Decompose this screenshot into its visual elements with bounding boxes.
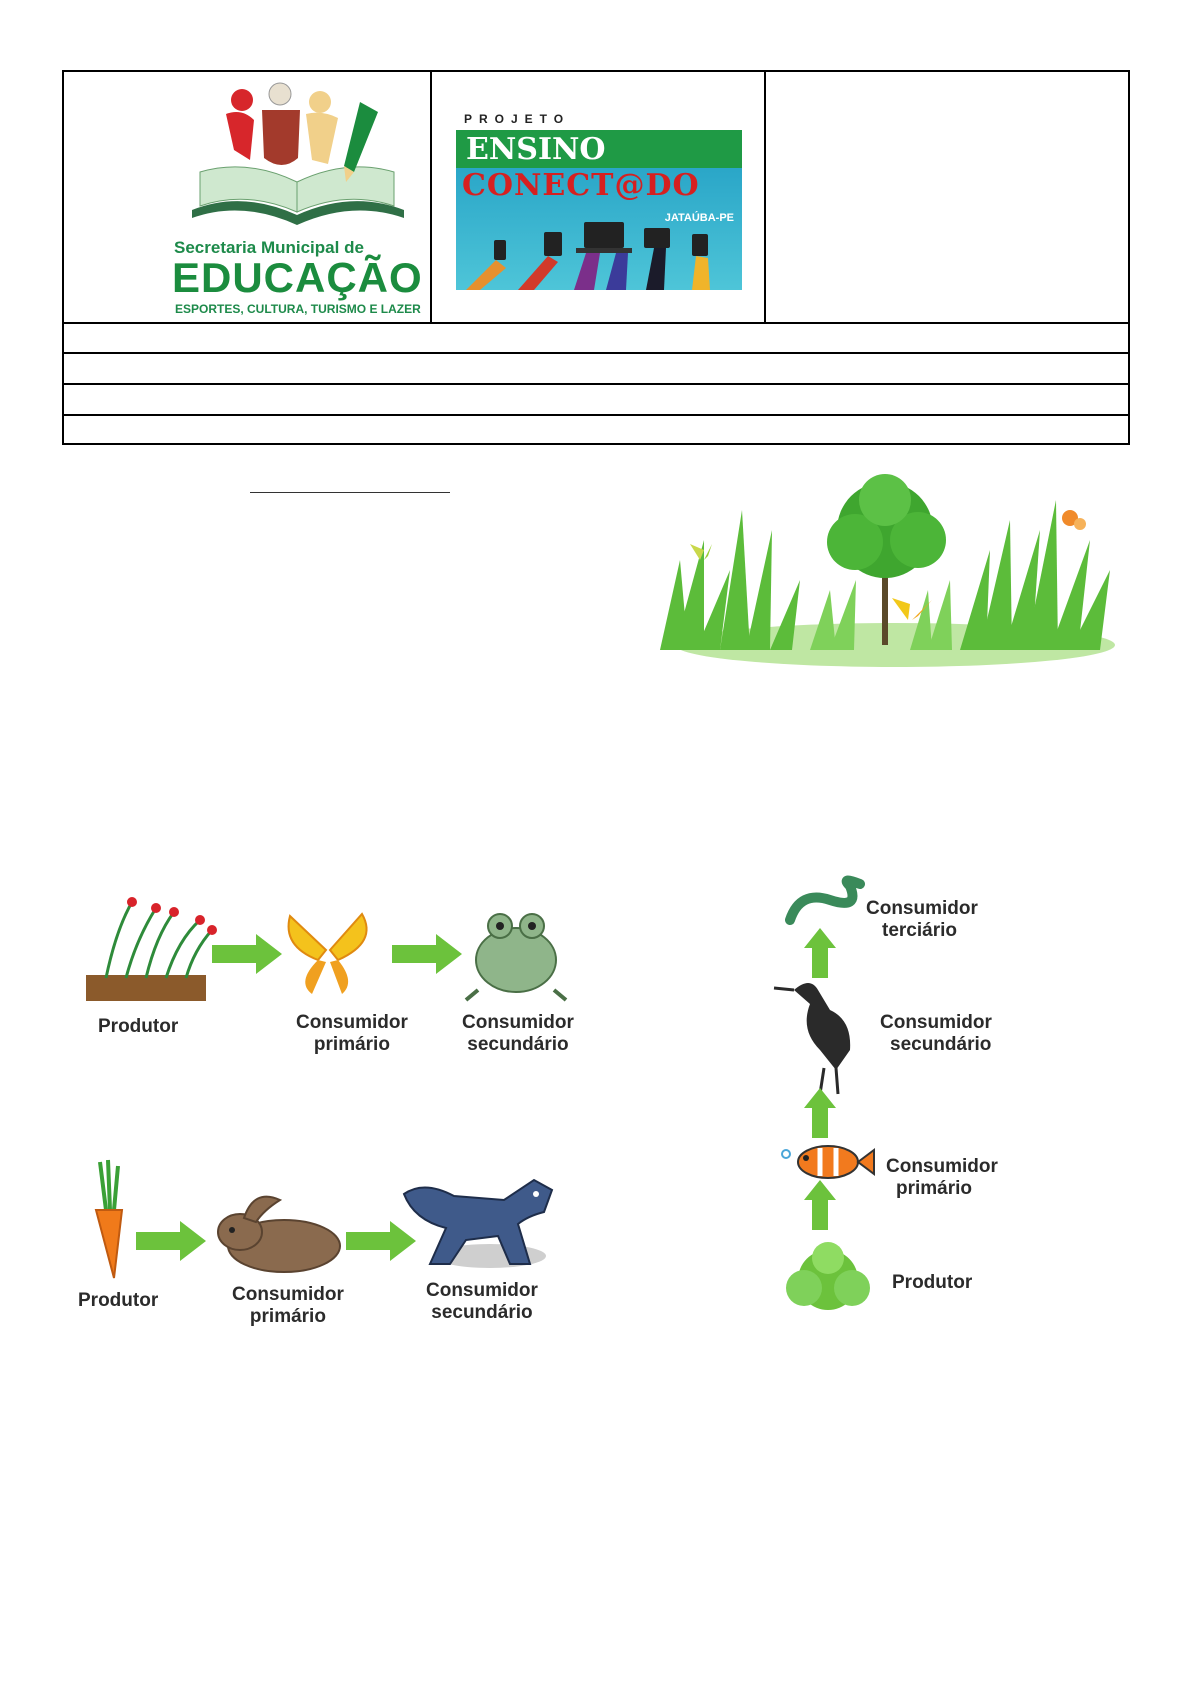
chain3-label-consumidor-primario: Consumidor primário: [886, 1156, 998, 1199]
logo-line-esportes: ESPORTES, CULTURA, TURISMO E LAZER: [175, 302, 421, 316]
wolf-icon: [404, 1180, 552, 1268]
food-chain-2-illustration: [74, 1160, 584, 1280]
logo-city: JATAÚBA-PE: [664, 212, 734, 224]
logo-word-conectado: CONECT@DO: [462, 168, 700, 203]
blank-answer-line: [250, 492, 450, 493]
arrow-up-3: [804, 1180, 836, 1230]
chain2-label-consumidor-primario: Consumidor primário: [232, 1284, 344, 1327]
heron-icon: [774, 983, 850, 1094]
devices-illustration: [456, 112, 742, 290]
chain2-label-consumidor-secundario: Consumidor secundário: [426, 1280, 538, 1323]
logo-word-ensino: ENSINO: [466, 132, 606, 167]
chain3-label-produtor: Produtor: [892, 1272, 973, 1293]
chain1-label-produtor: Produtor: [98, 1016, 179, 1037]
header-table: [62, 70, 1130, 445]
chain2-label-produtor: Produtor: [78, 1290, 159, 1311]
logo-projeto-label: PROJETO: [464, 112, 571, 126]
arrow-3: [136, 1221, 206, 1261]
column-divider: [430, 72, 432, 322]
header-row-divider: [64, 414, 1128, 416]
nature-grass-tree-illustration: [660, 470, 1130, 670]
butterfly-icon: [289, 914, 367, 994]
arrow-up-2: [804, 1088, 836, 1138]
fish-icon: [782, 1146, 874, 1178]
snake-icon: [790, 880, 860, 920]
arrow-2: [392, 934, 462, 974]
chain1-label-consumidor-secundario: Consumidor secundário: [462, 1012, 574, 1055]
food-chain-1-illustration: [86, 890, 586, 1010]
bush-icon: [786, 1242, 870, 1310]
arrow-up-1: [804, 928, 836, 978]
header-row-divider: [64, 383, 1128, 385]
chain3-label-consumidor-terciario: Consumidor terciário: [866, 898, 978, 941]
header-row-divider: [64, 352, 1128, 354]
frog-icon: [466, 914, 566, 1000]
rabbit-icon: [218, 1197, 340, 1272]
open-book-icon: [122, 80, 392, 240]
arrow-4: [346, 1221, 416, 1261]
food-chain-3-illustration: [780, 880, 900, 1320]
column-divider: [764, 72, 766, 322]
projeto-ensino-conectado-logo: [456, 112, 742, 290]
chain1-label-consumidor-primario: Consumidor primário: [296, 1012, 408, 1055]
secretaria-educacao-logo: [122, 80, 423, 316]
carrot-icon: [96, 1160, 122, 1278]
arrow-1: [212, 934, 282, 974]
chain3-label-consumidor-secundario: Consumidor secundário: [880, 1012, 992, 1055]
logo-line-educacao: EDUCAÇÃO: [172, 254, 423, 301]
logo-line-secretaria: Secretaria Municipal de: [174, 238, 364, 257]
